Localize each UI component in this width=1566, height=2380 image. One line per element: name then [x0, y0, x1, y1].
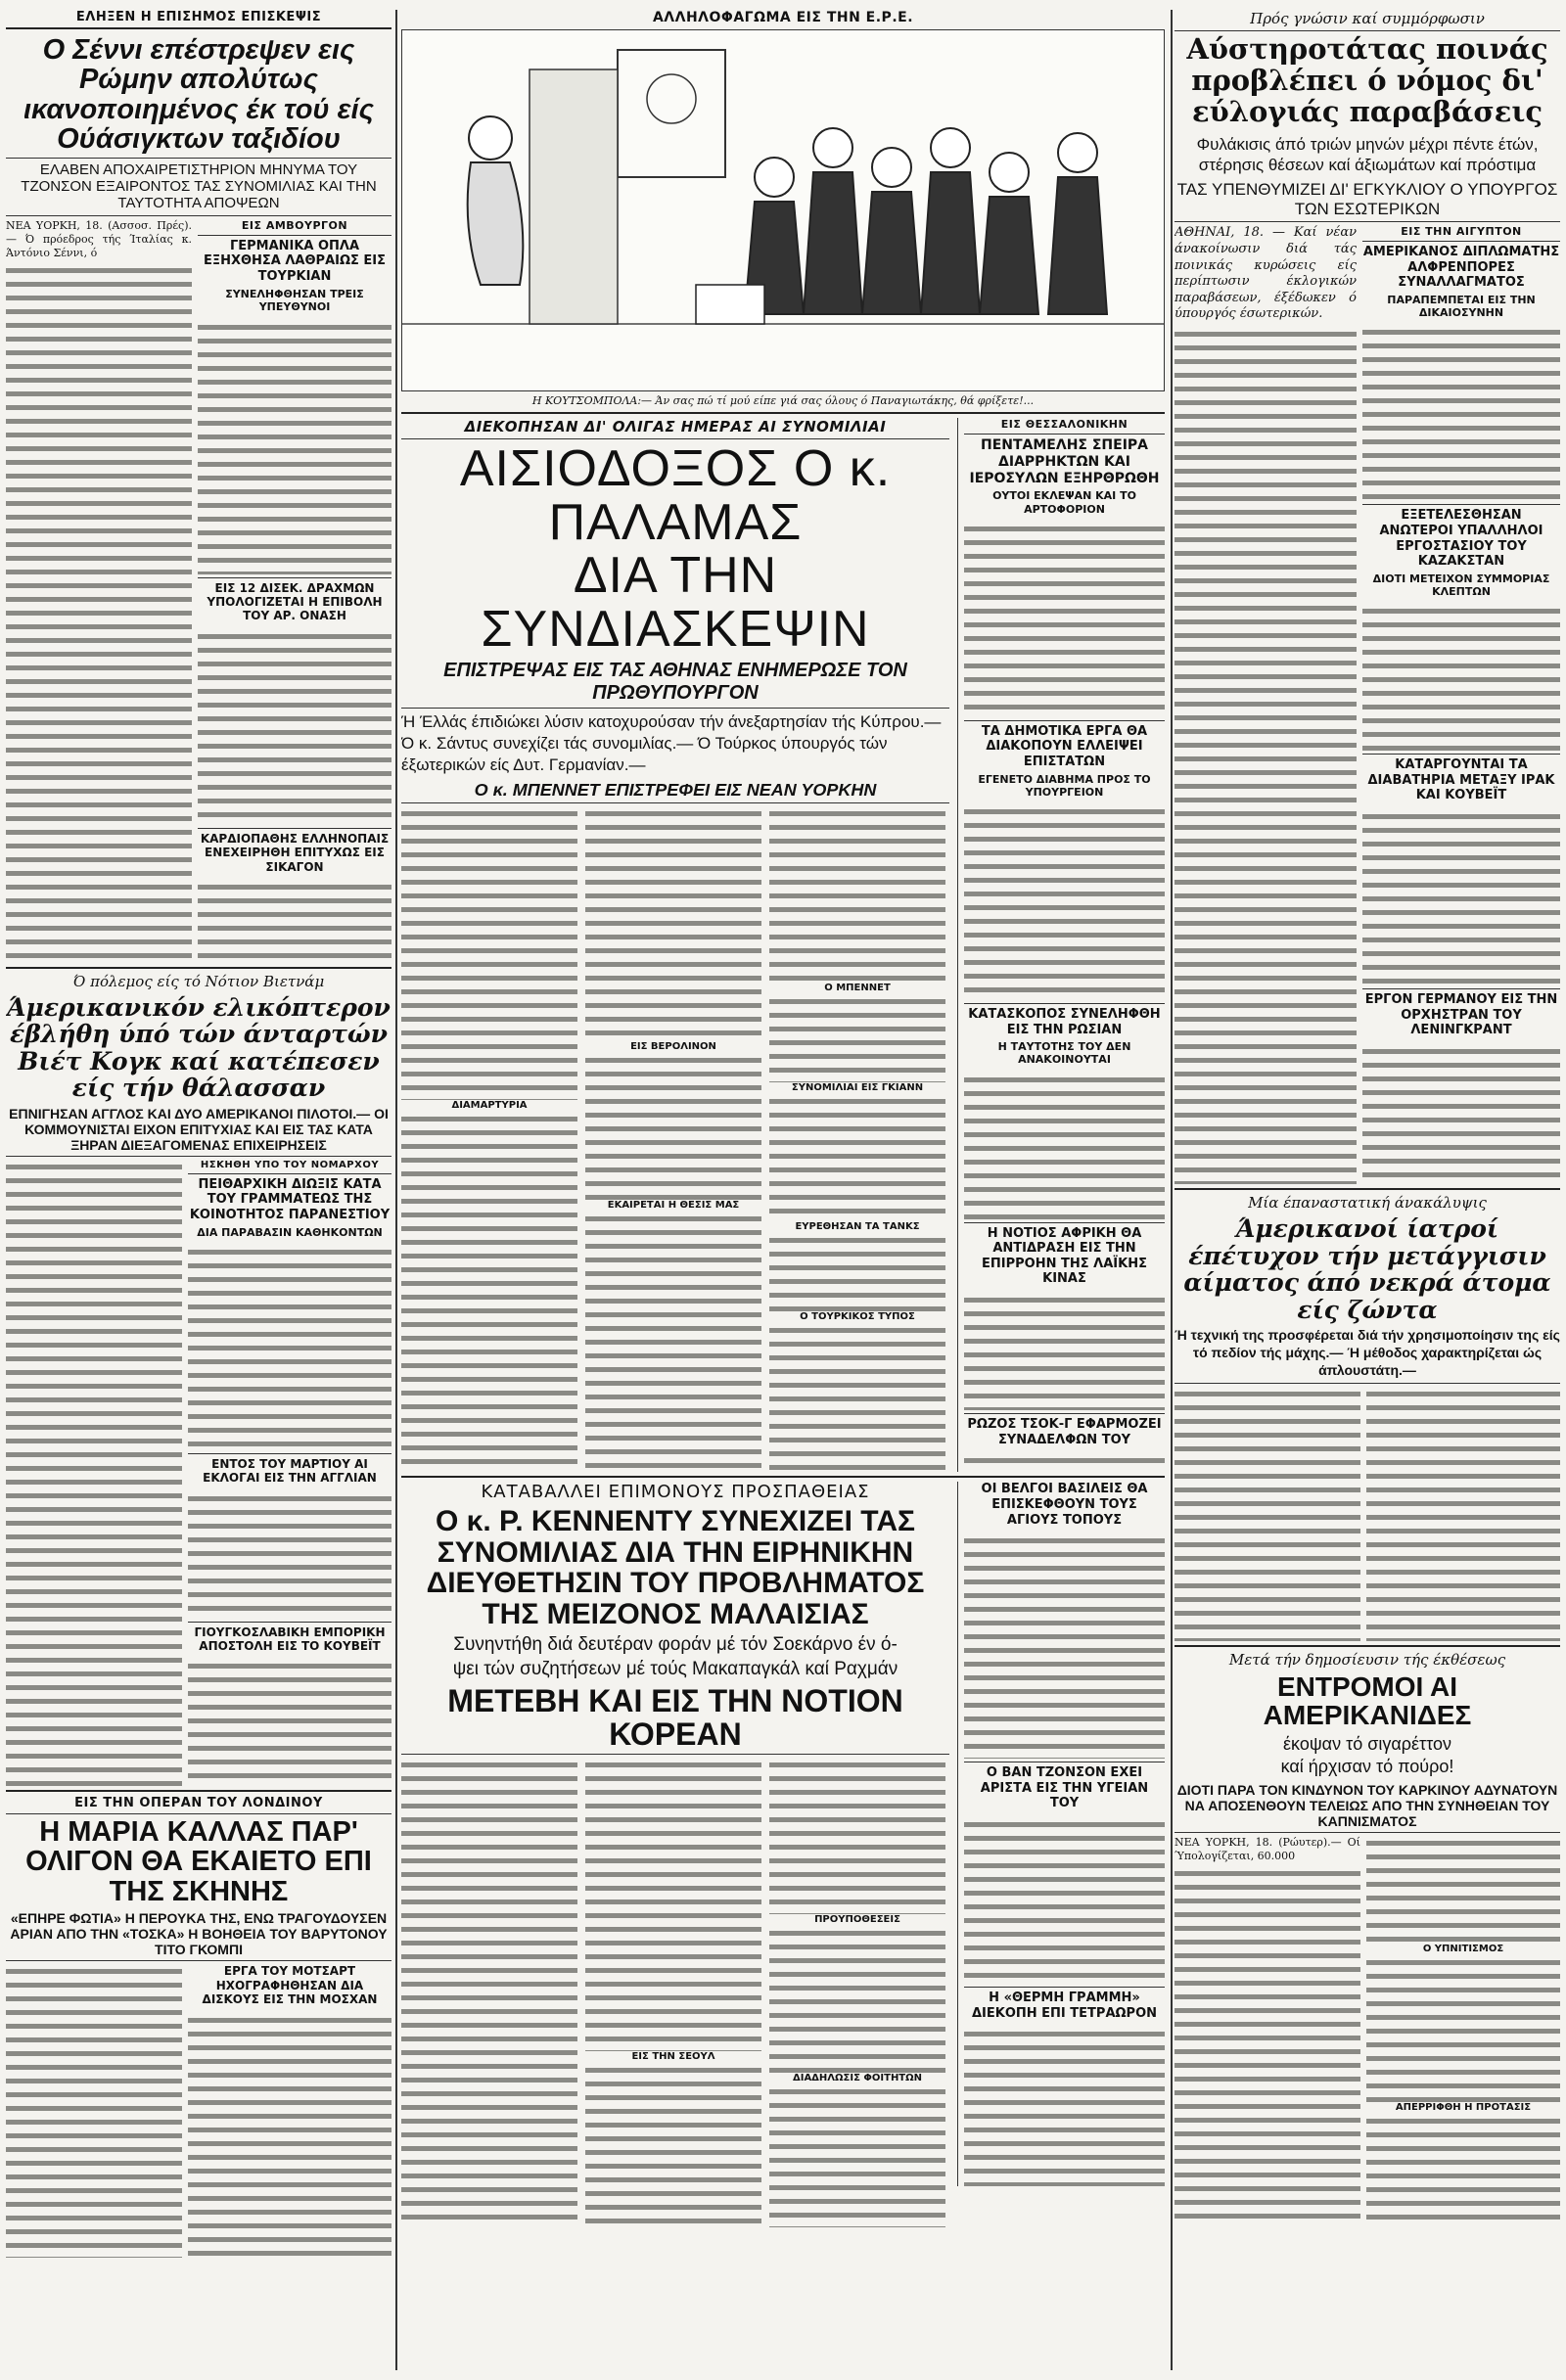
preconditions-body	[769, 1926, 945, 2073]
kennedy-deck-line1: Συνηντήθη διά δευτέραν φοράν μέ τόν Σοεκάρνο έν ό-	[453, 1634, 898, 1656]
vietnam-deck: ΕΠΝΙΓΗΣΑΝ ΑΓΓΛΟΣ ΚΑΙ ΔΥΟ ΑΜΕΡΙΚΑΝΟΙ ΠΙΛΟΤΟΙ.— ΟΙ ΚΟΜΜΟΥΝΙΣΤΑΙ ΕΙΧΟΝ ΕΠΙΤΥΧΙΑΣ ΚΑΙ ΕΙΣ ΤΑΣ ΚΑΤΑ ΞΗΡΑΝ ΔΙΕΞΑΓΟΜΕΝΑΣ ΕΠΙΧΕΙΡΗΣΕΙΣ	[9, 1105, 389, 1153]
orchestra-headline: ΕΡΓΟΝ ΓΕΡΜΑΝΟΥ ΕΙΣ ΤΗΝ ΟΡΧΗΣΤΡΑΝ ΤΟΥ ΛΕΝΙΝΓΚΡΑΝΤ	[1364, 991, 1558, 1038]
senni-topline: ΕΛΗΞΕΝ Η ΕΠΙΣΗΜΟΣ ΕΠΙΣΚΕΨΙΣ	[6, 10, 392, 29]
position-body	[585, 1212, 761, 1472]
transfusion-kicker: Μία έπαναστατική άνακάλυψις	[1248, 1194, 1487, 1213]
spy-subhead: Η ΤΑΥΤΟΤΗΣ ΤΟΥ ΔΕΝ ΑΝΑΚΟΙΝΟΥΤΑΙ	[997, 1040, 1131, 1067]
senni-lead-text: ΝΕΑ ΥΟΡΚΗ, 18. (Ασσοσ. Πρές).— Ό πρόεδρος τής Ίταλίας κ. Άντόνιο Σέννι, ό	[6, 218, 192, 259]
smoking-headline: ΕΝΤΡΟΜΟΙ ΑΙ ΑΜΕΡΙΚΑΝΙΔΕΣ	[1263, 1671, 1472, 1731]
right-column	[1174, 10, 1560, 2370]
berlin-body	[585, 1053, 761, 1200]
senni-article-body	[6, 263, 192, 963]
onassis-headline: ΕΙΣ 12 ΔΙΣΕΚ. ΔΡΑΧΜΩΝ ΥΠΟΛΟΓΙΖΕΤΑΙ Η ΕΠΙΒΟΛΗ ΤΟΥ ΑΡ. ΟΝΑΣΗ	[207, 580, 383, 623]
kennedy-body-col1	[401, 1758, 577, 2227]
arms-article-body	[198, 320, 392, 574]
orchestra-body	[1362, 1044, 1560, 1185]
thieves-body	[964, 522, 1165, 717]
diplomat-headline: ΑΜΕΡΙΚΑΝΟΣ ΔΙΠΛΩΜΑΤΗΣ ΑΛΦΡΕΝΠΟΡΕΣ ΣΥΝΑΛΛΑΓΜΑΤΟΣ	[1362, 245, 1560, 291]
transfusion-body-col2	[1366, 1387, 1560, 1641]
thieves-subhead: ΟΥΤΟΙ ΕΚΛΕΨΑΝ ΚΑΙ ΤΟ ΑΡΤΟΦΟΡΙΟΝ	[992, 489, 1136, 516]
kennedy-kicker: ΚΑΤΑΒΑΛΛΕΙ ΕΠΙΜΟΝΟΥΣ ΠΡΟΣΠΑΘΕΙΑΣ	[481, 1482, 870, 1503]
smoking-kicker: Μετά τήν δημοσίευσιν τής έκθέσεως	[1228, 1650, 1506, 1669]
smoking-lead: ΝΕΑ ΥΟΡΚΗ, 18. (Ρώυτερ).— Οί Ύπολογίζεται, 60.000	[1174, 1836, 1360, 1863]
thessaloniki-label: ΕΙΣ ΘΕΣΣΑΛΟΝΙΚΗΝ	[1000, 418, 1128, 432]
kennedy-deck-line3: ΜΕΤΕΒΗ ΚΑΙ ΕΙΣ ΤΗΝ ΝΟΤΙΟΝ ΚΟΡΕΑΝ	[447, 1683, 903, 1752]
arms-subhead: ΣΥΝΕΛΗΦΘΗΣΑΝ ΤΡΕΙΣ ΥΠΕΥΘΥΝΟΙ	[225, 288, 364, 314]
turkish-press-label: Ο ΤΟΥΡΚΙΚΟΣ ΤΥΠΟΣ	[800, 1311, 915, 1323]
cartoon-title: ΑΛΛΗΛΟΦΑΓΩΜΑ ΕΙΣ ΤΗΝ Ε.Ρ.Ε.	[652, 10, 914, 25]
municipal-works-headline: ΤΑ ΔΗΜΟΤΙΚΑ ΕΡΓΑ ΘΑ ΔΙΑΚΟΠΟΥΝ ΕΛΛΕΙΨΕΙ ΕΠΙΣΤΑΤΩΝ	[981, 723, 1148, 770]
bennet-label: Ο ΜΠΕΝΝΕΤ	[824, 983, 891, 994]
preconditions-label: ΠΡΟΥΠΟΘΕΣΕΙΣ	[814, 1914, 900, 1926]
diplomat-body	[1362, 325, 1560, 501]
kuwait-mission-headline: ΓΙΟΥΓΚΟΣΛΑΒΙΚΗ ΕΜΠΟΡΙΚΗ ΑΠΟΣΤΟΛΗ ΕΙΣ ΤΟ ΚΟΥΒΕΪΤ	[194, 1625, 386, 1653]
students-body	[769, 2084, 945, 2227]
kazakhstan-headline: ΕΞΕΤΕΛΕΣΘΗΣΑΝ ΑΝΩΤΕΡΟΙ ΥΠΑΛΛΗΛΟΙ ΕΡΓΟΣΤΑΣΙΟΥ ΤΟΥ ΚΑΖΑΚΣΤΑΝ	[1379, 508, 1543, 570]
arms-headline: ΓΕΡΜΑΝΙΚΑ ΟΠΛΑ ΕΞΗΧΘΗΣΑ ΛΑΘΡΑΙΩΣ ΕΙΣ ΤΟΥΡΚΙΑΝ	[203, 238, 387, 284]
belgian-royals-headline: ΟΙ ΒΕΛΓΟΙ ΒΑΣΙΛΕΙΣ ΘΑ ΕΠΙΣΚΕΦΘΟΥΝ ΤΟΥΣ ΑΓΙΟΥΣ ΤΟΠΟΥΣ	[981, 1482, 1148, 1528]
mozart-article-body	[188, 2013, 392, 2259]
transfusion-body-col1	[1174, 1387, 1360, 1641]
gkian-label: ΣΥΝΟΜΙΛΙΑΙ ΕΙΣ ΓΚΙΑΝΝ	[791, 1082, 924, 1094]
palamas-body-col1b	[401, 1112, 577, 1472]
spy-body	[964, 1073, 1165, 1219]
center-column	[401, 10, 1165, 2370]
onassis-article-body	[198, 629, 392, 825]
smoking-deck-line1: έκοψαν τό σιγαρέττον	[1283, 1733, 1451, 1754]
penalties-body	[1174, 327, 1357, 1184]
van-johnson-headline: Ο ΒΑΝ ΤΖΟΝΣΟΝ ΕΧΕΙ ΑΡΙΣΤΑ ΕΙΣ ΤΗΝ ΥΓΕΙΑΝ ΤΟΥ	[980, 1765, 1149, 1811]
nomarch-subhead: ΔΙΑ ΠΑΡΑΒΑΣΙΝ ΚΑΘΗΚΟΝΤΩΝ	[197, 1225, 383, 1239]
elections-article-body	[188, 1491, 392, 1619]
proposal-label: ΑΠΕΡΡΙΦΘΗ Η ΠΡΟΤΑΣΙΣ	[1395, 2102, 1532, 2114]
penalties-deck2: ΤΑΣ ΥΠΕΝΘΥΜΙΖΕΙ ΔΙ' ΕΓΚΥΚΛΙΟΥ Ο ΥΠΟΥΡΓΟΣ ΤΩΝ ΕΣΩΤΕΡΙΚΩΝ	[1176, 180, 1558, 218]
callas-article-body	[6, 1964, 182, 2258]
cartoon-caption: Η ΚΟΥΤΣΟΜΠΟΛΑ:— Άν σας πώ τί μού είπε γιά σας όλους ό Παναγιωτάκης, θά φρίξετε!...	[531, 394, 1035, 407]
smoking-body-col2	[1366, 1836, 1560, 1944]
callas-kicker: ΕΙΣ ΤΗΝ ΟΠΕΡΑΝ ΤΟΥ ΛΟΝΔΙΝΟΥ	[74, 1795, 323, 1810]
vietnam-kicker: Ό πόλεμος είς τό Νότιον Βιετνάμ	[72, 972, 325, 990]
penalties-lead: ΑΘΗΝΑΙ, 18. — Καί νέαν άνακοίνωσιν διά τάς ποινικάς κυρώσεις είς περίπτωσιν έκλογικών παραβάσεων, έξέδωκεν ό ύπουργός έσωτερικών.	[1174, 225, 1357, 322]
proposal-body	[1366, 2114, 1560, 2227]
left-column	[6, 10, 392, 2370]
gkian-body	[769, 1094, 945, 1221]
senni-headline: Ο Σέννι επέστρεψεν εις Ρώμην απολύτως ικανοποιημένος έκ τού είς Ούάσιγκτων ταξιδίου	[23, 34, 374, 156]
position-label: ΕΚΑΙΡΕΤΑΙ Η ΘΕΣΙΣ ΜΑΣ	[607, 1200, 740, 1212]
chicago-article-body	[198, 880, 392, 963]
callas-deck: «ΕΠΗΡΕ ΦΩΤΙΑ» Η ΠΕΡΟΥΚΑ ΤΗΣ, ΕΝΩ ΤΡΑΓΟΥΔΟΥΣΕΝ ΑΡΙΑΝ ΑΠΟ ΤΗΝ «ΤΟΣΚΑ» Η ΒΟΗΘΕΙΑ ΤΟΥ ΒΑΡΥΤΟΝΟΥ ΤΙΤΟ ΓΚΟΜΠΙ	[10, 1910, 388, 1958]
palamas-body-col2	[585, 806, 761, 1041]
palamas-deck: ΕΠΙΣΤΡΕΨΑΣ ΕΙΣ ΤΑΣ ΑΘΗΝΑΣ ΕΝΗΜΕΡΩΣΕ ΤΟΝ ΠΡΩΘΥΠΟΥΡΓΟΝ	[443, 660, 907, 705]
bennet-body	[769, 994, 945, 1082]
penalties-deck: Φυλάκισις άπό τριών μηνών μέχρι πέντε έτών, στέρησις θέσεων καί άξιωμάτων καί πρόστιμα	[1196, 134, 1539, 175]
tanks-label: ΕΥΡΕΘΗΣΑΝ ΤΑ ΤΑΝΚΣ	[795, 1221, 920, 1233]
nomarch-headline: ΠΕΙΘΑΡΧΙΚΗ ΔΙΩΞΙΣ ΚΑΤΑ ΤΟΥ ΓΡΑΜΜΑΤΕΩΣ ΤΗΣ ΚΟΙΝΟΤΗΤΟΣ ΠΑΡΑΝΕΣΤΙΟΥ	[189, 1176, 391, 1222]
iraq-kuwait-headline: ΚΑΤΑΡΓΟΥΝΤΑΙ ΤΑ ΔΙΑΒΑΤΗΡΙΑ ΜΕΤΑΞΥ ΙΡΑΚ ΚΑΙ ΚΟΥΒΕΪΤ	[1367, 757, 1555, 803]
palamas-subdeck: Ή Έλλάς έπιδιώκει λύσιν κατοχυρούσαν τήν άνεξαρτησίαν τής Κύπρου.— Ό κ. Σάντυς συνεχίζει τάς συνομιλίας.— Ό Τούρκος ύπουργός τών έξωτερικών είς Δυτ. Γερμανίαν.—	[401, 712, 942, 774]
hypnotism-label: Ο ΥΠΝΙΤΙΣΜΟΣ	[1422, 1944, 1504, 1955]
hotline-body	[964, 2027, 1165, 2186]
hotline-headline: Η «ΘΕΡΜΗ ΓΡΑΜΜΗ» ΔΙΕΚΟΠΗ ΕΠΙ ΤΕΤΡΑΩΡΟΝ	[971, 1990, 1158, 2021]
spy-headline: ΚΑΤΑΣΚΟΠΟΣ ΣΥΝΕΛΗΦΘΗ ΕΙΣ ΤΗΝ ΡΩΣΙΑΝ	[968, 1007, 1161, 1037]
diamartyria-label: ΔΙΑΜΑΡΤΥΡΙΑ	[451, 1100, 528, 1112]
smoking-deck-line3: ΔΙΟΤΙ ΠΑΡΑ ΤΟΝ ΚΙΝΔΥΝΟΝ ΤΟΥ ΚΑΡΚΙΝΟΥ ΑΔΥΝΑΤΟΥΝ ΝΑ ΑΠΟΣΕΝΘΟΥΝ ΤΕΛΕΙΩΣ ΑΠΟ ΤΗΝ ΣΥΝΗΘΕΙΑΝ ΤΟΥ ΚΑΠΝΙΣΜΑΤΟΣ	[1176, 1781, 1558, 1830]
tanks-body	[769, 1233, 945, 1311]
municipal-works-subhead: ΕΓΕΝΕΤΟ ΔΙΑΒΗΜΑ ΠΡΟΣ ΤΟ ΥΠΟΥΡΓΕΙΟΝ	[978, 772, 1151, 799]
rozos-headline: ΡΩΖΟΣ ΤΣΟΚ-Γ ΕΦΑΡΜΟΖΕΙ ΣΥΝΑΔΕΛΦΩΝ ΤΟΥ	[967, 1416, 1162, 1447]
south-africa-body	[964, 1293, 1165, 1410]
kennedy-deck-line2: ψει τών συζητήσεων μέ τούς Μακαπαγκάλ καί Ραχμάν	[452, 1658, 898, 1679]
kazakhstan-subhead: ΔΙΟΤΙ ΜΕΤΕΙΧΟΝ ΣΥΜΜΟΡΙΑΣ ΚΛΕΠΤΩΝ	[1372, 572, 1550, 598]
palamas-kicker: ΔΙΕΚΟΠΗΣΑΝ ΔΙ' ΟΛΙΓΑΣ ΗΜΕΡΑΣ ΑΙ ΣΥΝΟΜΙΛΙΑΙ	[464, 418, 887, 436]
transfusion-headline: Άμερικανοί ίατροί έπέτυχον τήν μετάγγισιν αίματος άπό νεκρά άτομα είς ζώντα	[1183, 1214, 1551, 1324]
van-johnson-body	[964, 1817, 1165, 1984]
bennet-subhead: Ο κ. ΜΠΕΝΝΕΤ ΕΠΙΣΤΡΕΦΕΙ ΕΙΣ ΝΕΑΝ ΥΟΡΚΗΝ	[474, 779, 877, 800]
nomarch-article-body	[188, 1245, 392, 1450]
nomarch-kicker: ΗΣΚΗΘΗ ΥΠΟ ΤΟΥ ΝΟΜΑΡΧΟΥ	[200, 1159, 380, 1170]
thieves-headline: ΠΕΝΤΑΜΕΛΗΣ ΣΠΕΙΡΑ ΔΙΑΡΡΗΚΤΩΝ ΚΑΙ ΙΕΡΟΣΥΛΩΝ ΕΞΗΡΘΡΩΘΗ	[969, 437, 1160, 486]
seoul-label: ΕΙΣ ΤΗΝ ΣΕΟΥΛ	[631, 2051, 715, 2063]
palamas-headline-line2: ΔΙΑ ΤΗΝ ΣΥΝΔΙΑΣΚΕΨΙΝ	[481, 547, 870, 658]
kennedy-body-col2	[585, 1758, 761, 2051]
chicago-headline: ΚΑΡΔΙΟΠΑΘΗΣ ΕΛΛΗΝΟΠΑΙΣ ΕΝΕΧΕΙΡΗΘΗ ΕΠΙΤΥΧΩΣ ΕΙΣ ΣΙΚΑΓΟΝ	[200, 831, 390, 874]
seoul-body	[585, 2063, 761, 2227]
palamas-body-col1	[401, 806, 577, 1100]
municipal-works-body	[964, 804, 1165, 1000]
senni-deck: ΕΛΑΒΕΝ ΑΠΟΧΑΙΡΕΤΙΣΤΗΡΙΟΝ ΜΗΝΥΜΑ ΤΟΥ ΤΖΟΝΣΟΝ ΕΞΑΙΡΟΝΤΟΣ ΤΑΣ ΣΥΝΟΜΙΛΙΑΣ ΚΑΙ ΤΗΝ ΤΑΥΤΟΤΗΤΑ ΑΠΟΨΕΩΝ	[21, 160, 377, 212]
penalties-kicker: Πρός γνώσιν καί συμμόρφωσιν	[1250, 10, 1485, 27]
diplomat-subhead: ΠΑΡΑΠΕΜΠΕΤΑΙ ΕΙΣ ΤΗΝ ΔΙΚΑΙΟΣΥΝΗΝ	[1387, 294, 1536, 320]
penalties-headline: Αύστηροτάτας ποινάς προβλέπει ό νόμος δι' εύλογιάς παραβάσεις	[1186, 32, 1548, 128]
elections-headline: ΕΝΤΟΣ ΤΟΥ ΜΑΡΤΙΟΥ ΑΙ ΕΚΛΟΓΑΙ ΕΙΣ ΤΗΝ ΑΓΓΛΙΑΝ	[203, 1456, 377, 1486]
iraq-kuwait-body	[1362, 809, 1560, 985]
berlin-label: ΕΙΣ ΒΕΡΟΛΙΝΟΝ	[630, 1041, 716, 1053]
belgian-royals-body	[964, 1533, 1165, 1759]
mozart-headline: ΕΡΓΑ ΤΟΥ ΜΟΤΣΑΡΤ ΗΧΟΓΡΑΦΗΘΗΣΑΝ ΔΙΑ ΔΙΣΚΟΥΣ ΕΙΣ ΤΗΝ ΜΟΣΧΑΝ	[202, 1964, 378, 2007]
rozos-body	[964, 1453, 1165, 1472]
cartoon-illustration	[402, 30, 1164, 390]
students-label: ΔΙΑΔΗΛΩΣΙΣ ΦΟΙΤΗΤΩΝ	[792, 2073, 923, 2084]
arms-topline: ΕΙΣ ΑΜΒΟΥΡΓΟΝ	[241, 218, 348, 232]
callas-headline: Η ΜΑΡΙΑ ΚΑΛΛΑΣ ΠΑΡ' ΟΛΙΓΟΝ ΘΑ ΕΚΑΙΕΤΟ ΕΠΙ ΤΗΣ ΣΚΗΝΗΣ	[25, 1815, 372, 1907]
political-cartoon	[401, 29, 1165, 391]
egypt-label: ΕΙΣ ΤΗΝ ΑΙΓΥΠΤΟΝ	[1401, 225, 1522, 239]
south-africa-headline: Η ΝΟΤΙΟΣ ΑΦΡΙΚΗ ΘΑ ΑΝΤΙΔΡΑΣΗ ΕΙΣ ΤΗΝ ΕΠΙΡΡΟΗΝ ΤΗΣ ΛΑΪΚΗΣ ΚΙΝΑΣ	[982, 1225, 1147, 1287]
smoking-deck-line2: καί ήρχισαν τό πούρο!	[1280, 1756, 1454, 1776]
kennedy-headline: Ο κ. Ρ. ΚΕΝΝΕΝΤΥ ΣΥΝΕΧΙΖΕΙ ΤΑΣ ΣΥΝΟΜΙΛΙΑΣ ΔΙΑ ΤΗΝ ΕΙΡΗΝΙΚΗΝ ΔΙΕΥΘΕΤΗΣΙΝ ΤΟΥ ΠΡΟΒΛΗΜΑΤΟΣ ΤΗΣ ΜΕΙΖΟΝΟΣ ΜΑΛΑΙΣΙΑΣ	[426, 1505, 925, 1630]
kazakhstan-body	[1362, 604, 1560, 751]
kuwait-mission-body	[188, 1659, 392, 1785]
transfusion-deck: Ή τεχνική της προσφέρεται διά τήν χρησιμοποίησιν της είς τό πεδίον τής μάχης.— Ή μέθοδος χαρακτηρίζεται ώς άπλουστάτη.—	[1174, 1327, 1560, 1379]
vietnam-headline: Άμερικανικόν ελικόπτερον έβλήθη ύπό τών άνταρτών Βιέτ Κογκ καί κατέπεσεν είς τήν θάλασσαν	[7, 992, 391, 1102]
vietnam-article-body	[6, 1160, 182, 1786]
smoking-body-col1	[1174, 1866, 1360, 2227]
kennedy-body-col3	[769, 1758, 945, 1914]
palamas-body-col3	[769, 806, 945, 983]
palamas-headline-line1: ΑΙΣΙΟΔΟΞΟΣ Ο κ. ΠΑΛΑΜΑΣ	[459, 440, 892, 551]
turkish-press-body	[769, 1323, 945, 1472]
hypnotism-body	[1366, 1955, 1560, 2102]
